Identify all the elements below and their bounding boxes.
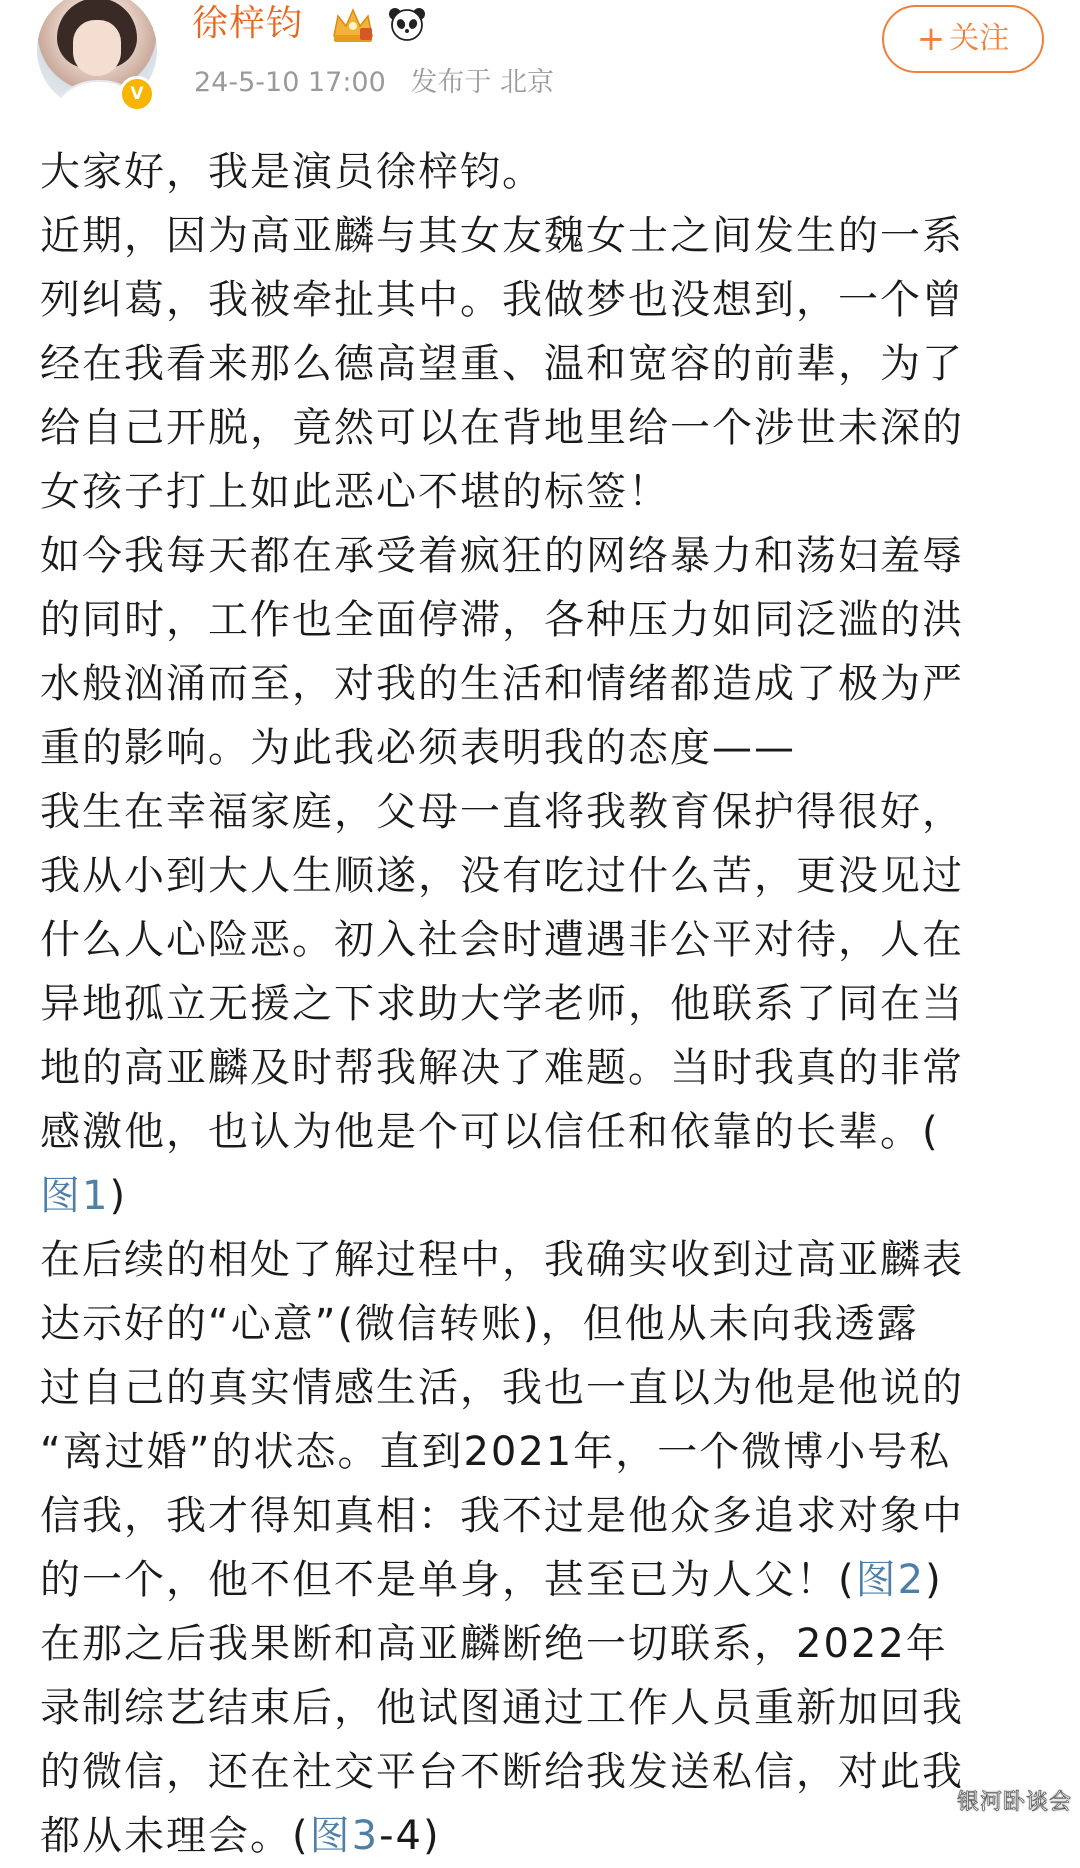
figure-2-close: ) bbox=[925, 1557, 943, 1603]
figure-1-link[interactable]: 图1 bbox=[40, 1173, 110, 1219]
post-line: 在后续的相处了解过程中，我确实收到过高亚麟表 bbox=[40, 1237, 964, 1283]
post-line: 如今我每天都在承受着疯狂的网络暴力和荡妇羞辱 bbox=[40, 533, 964, 579]
post-body bbox=[40, 140, 1045, 1868]
follow-button[interactable] bbox=[882, 5, 1044, 73]
post-line: 给自己开脱，竟然可以在背地里给一个涉世未深的 bbox=[40, 405, 964, 451]
post-line: 的微信，还在社交平台不断给我发送私信，对此我 bbox=[40, 1749, 964, 1795]
figure-1-close: ) bbox=[109, 1173, 128, 1219]
post-line: 什么人心险恶。初入社会时遭遇非公平对待，人在 bbox=[40, 917, 964, 963]
post-line: 经在我看来那么德高望重、温和宽容的前辈，为了 bbox=[40, 341, 964, 387]
plus-icon: + bbox=[916, 19, 946, 59]
watermark: 银河卧谈会 bbox=[956, 1790, 1072, 1815]
post-line: 水般汹涌而至，对我的生活和情绪都造成了极为严 bbox=[40, 661, 964, 707]
post-location: 发布于 北京 bbox=[410, 67, 554, 98]
panda-icon[interactable] bbox=[388, 6, 426, 42]
figure-2-link[interactable]: 图2 bbox=[855, 1557, 926, 1603]
post-header bbox=[0, 0, 1080, 135]
follow-label: 关注 bbox=[949, 21, 1010, 56]
verified-v-icon: V bbox=[119, 76, 155, 112]
username[interactable]: 徐梓钧 bbox=[192, 3, 304, 44]
figure-3-suffix: -4) bbox=[379, 1813, 441, 1859]
post-line: 我从小到大人生顺遂，没有吃过什么苦，更没见过 bbox=[40, 853, 964, 899]
post-timestamp: 24-5-10 17:00 bbox=[194, 67, 386, 98]
post-line: 异地孤立无援之下求助大学老师，他联系了同在当 bbox=[40, 981, 964, 1027]
post-line: 地的高亚麟及时帮我解决了难题。当时我真的非常 bbox=[40, 1045, 964, 1091]
post-line bbox=[40, 1804, 1045, 1868]
post-line: 信我，我才得知真相：我不过是他众多追求对象中 bbox=[40, 1493, 964, 1539]
post-line: 近期，因为高亚麟与其女友魏女士之间发生的一系 bbox=[40, 213, 964, 259]
post-line bbox=[40, 1548, 1045, 1612]
post-line: 在那之后我果断和高亚麟断绝一切联系，2022年 bbox=[40, 1621, 948, 1667]
post-line: 的同时，工作也全面停滞，各种压力如同泛滥的洪 bbox=[40, 597, 964, 643]
crown-vip-icon[interactable] bbox=[330, 6, 376, 44]
post-line: 大家好，我是演员徐梓钧。 bbox=[40, 149, 544, 195]
figure-3-link[interactable]: 图3 bbox=[309, 1813, 380, 1859]
avatar-face bbox=[73, 20, 121, 76]
post-line: 达示好的“心意”(微信转账)，但他从未向我透露 bbox=[40, 1301, 919, 1347]
post-line: “离过婚”的状态。直到2021年，一个微博小号私 bbox=[40, 1429, 952, 1475]
post-line: 感激他，也认为他是个可以信任和依靠的长辈。( bbox=[40, 1109, 940, 1155]
post-line bbox=[40, 1164, 1045, 1228]
post-line: 列纠葛，我被牵扯其中。我做梦也没想到，一个曾 bbox=[40, 277, 964, 323]
post-meta bbox=[194, 65, 570, 101]
post-line: 录制综艺结束后，他试图通过工作人员重新加回我 bbox=[40, 1685, 964, 1731]
post-line: 女孩子打上如此恶心不堪的标签！ bbox=[40, 469, 670, 515]
figure-2-line-text: 的一个，他不但不是单身，甚至已为人父！( bbox=[40, 1557, 856, 1603]
post-line: 我生在幸福家庭，父母一直将我教育保护得很好， bbox=[40, 789, 964, 835]
post-line: 重的影响。为此我必须表明我的态度—— bbox=[40, 725, 796, 771]
post-line: 过自己的真实情感生活，我也一直以为他是他说的 bbox=[40, 1365, 964, 1411]
figure-3-line-text: 都从未理会。( bbox=[40, 1813, 310, 1859]
